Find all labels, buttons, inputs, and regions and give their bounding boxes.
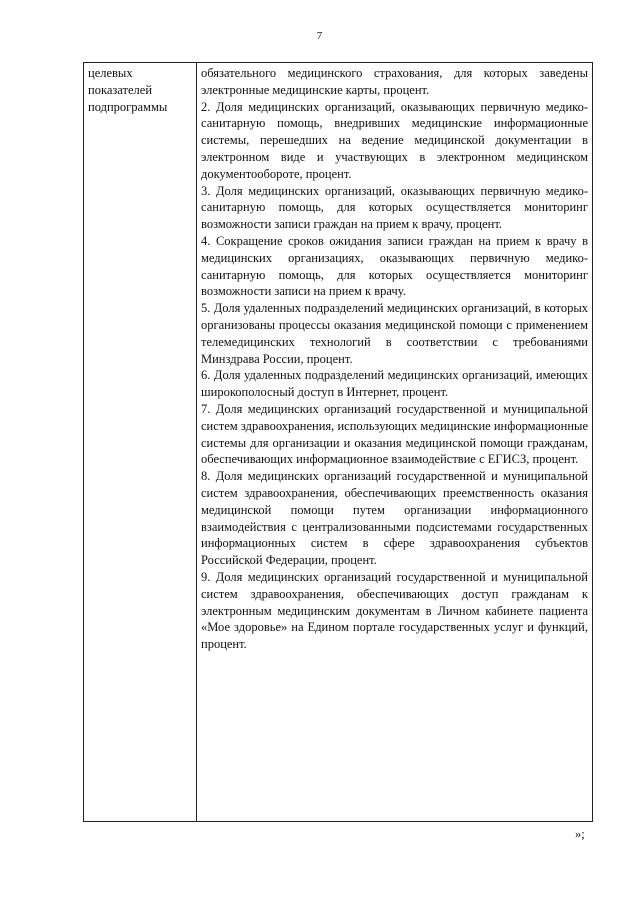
column-divider xyxy=(196,63,197,821)
page-number: 7 xyxy=(316,30,323,42)
indicator-paragraph: 7. Доля медицинских организаций государственной и муниципальной систем здравоохранения, использующих медицинские информационные системы для организации и оказания медицинской помощи гражданам, обеспечивающих информационное взаимодействие с ЕГИСЗ, процент. xyxy=(201,401,588,467)
indicator-paragraph: 4. Сокращение сроков ожидания записи граждан на прием к врачу в медицинских организациях, оказывающих первичную медико-санитарную помощь, для которых осуществляется мониторинг возможности записи на прием к врачу. xyxy=(201,233,588,299)
label-line: подпрограммы xyxy=(88,99,168,114)
indicator-paragraph: 8. Доля медицинских организаций государственной и муниципальной систем здравоохранения, обеспечивающих преемственность оказания медицинской помощи путем организации информационного взаимодействия с централизованными подсистемами государственных информационных систем в сфере здравоохранения субъектов Российской Федерации, процент. xyxy=(201,469,588,568)
indicator-paragraph: 5. Доля удаленных подразделений медицинских организаций, в которых организованы процессы оказания медицинской помощи с применением телемедицинских технологий в соответствии с требованиями Минздрава России, процент. xyxy=(201,301,588,366)
indicator-paragraph: 2. Доля медицинских организаций, оказывающих первичную медико-санитарную помощь, внедривших медицинские информационные системы, перешедших на ведение медицинской документации в электронном виде и участвующих в электронном медицинском документообороте, процент. xyxy=(201,99,588,181)
indicator-paragraph: 9. Доля медицинских организаций государственной и муниципальной систем здравоохранения, обеспечивающих доступ гражданам к электронным медицинским документам в Личном кабинете пациента «Мое здоровье» на Едином портале государственных услуг и функций, процент. xyxy=(201,569,588,652)
indicator-paragraph: 6. Доля удаленных подразделений медицинских организаций, имеющих широкополосный доступ в Интернет, процент. xyxy=(201,368,588,400)
label-line: целевых xyxy=(88,66,133,80)
table-row-label-cell xyxy=(88,65,194,115)
indicator-paragraph: обязательного медицинского страхования, для которых заведены электронные медицинские карты, процент. xyxy=(201,66,588,97)
indicators-table xyxy=(83,62,593,822)
label-line: показателей xyxy=(88,82,153,97)
table-row-content-cell xyxy=(201,65,588,653)
closing-quote-mark: »; xyxy=(575,827,585,841)
indicator-paragraph: 3. Доля медицинских организаций, оказывающих первичную медико-санитарную помощь, для которых осуществляется мониторинг возможности записи граждан на прием к врачу, процент. xyxy=(201,183,588,232)
